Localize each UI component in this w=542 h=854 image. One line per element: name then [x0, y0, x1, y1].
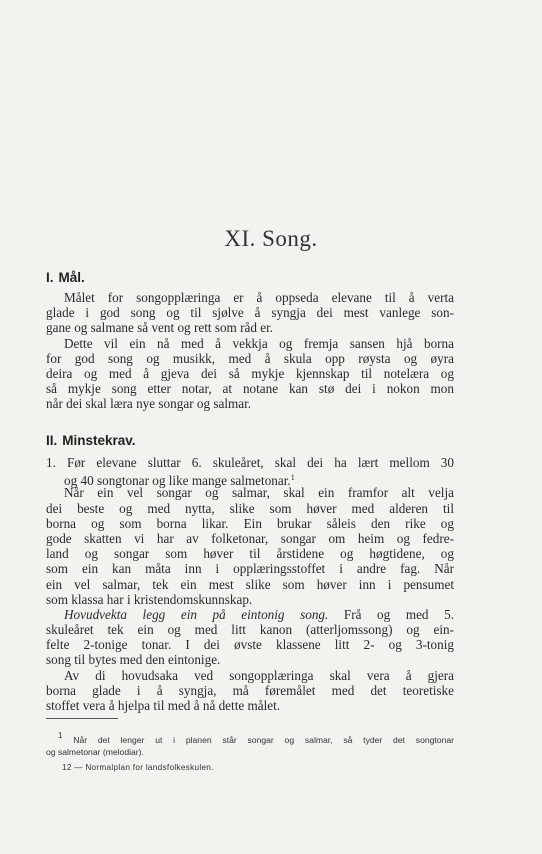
paragraph-line: borna og som borna likar. Ein brukar såleis den rike og [46, 515, 454, 531]
paragraph-line: Dette vil ein nå med å vekkja og fremja sansen hjå borna [64, 335, 454, 351]
section-heading-maal [46, 270, 85, 285]
paragraph-line: som ein kan måta inn i opplæringsstoffet i andre fag. Når [46, 561, 454, 577]
paragraph-line: og 40 songtonar og like mange salmetonar.$^1$ [64, 473, 295, 489]
paragraph-line: skuleåret tek ein og med litt kanon (atterljomssong) og ein- [46, 622, 454, 638]
paragraph-line: så mykje song etter notar, at notane kan stø dei i nokon mon [46, 381, 454, 397]
page-footer: 12 — Normalplan for landsfolkeskulen. [62, 763, 214, 772]
paragraph-line: gane og salmane så vent og rett som råd er. [46, 320, 274, 336]
paragraph-line: stoffet vera å hjelpa til med å nå dette målet. [46, 698, 281, 713]
section-number: I. [46, 270, 54, 285]
paragraph-line: for god song og musikk, med å skula opp røysta og øyra [46, 350, 454, 366]
section-body-maal [46, 290, 454, 412]
footnote-line: $^1$ Når det lenger ut i planen står songar og salmar, så tyder det songtonar [58, 731, 454, 745]
paragraph-line: når dei skal læra nye songar og salmar. [46, 396, 252, 412]
paragraph-line: land og songar som høver til årstidene og høgtidene, og [46, 546, 454, 562]
paragraph-line: Av di hovudsaka ved songopplæringa skal vera å gjera [64, 667, 454, 683]
paragraph-line: Hovudvekta legg ein på eintonig song. Frå og med 5. [64, 606, 454, 622]
footnote-mark: 1 [58, 731, 63, 740]
section-heading-minstekrav [46, 433, 136, 448]
paragraph-line: glade i god song og til sjølve å syngja dei mest vanlege son- [46, 305, 454, 321]
footnote [46, 730, 454, 758]
paragraph-line: borna glade i å syngja, må føremålet med det teoretiske [46, 682, 454, 698]
paragraph-line: felte 2-tonige tonar. I dei øvste klassene litt 2- og 3-tonig [46, 637, 454, 653]
footnote-divider [46, 718, 118, 719]
section-title: Mål. [58, 270, 85, 285]
footnote-mark: 1 [290, 473, 295, 483]
footnote-line: og salmetonar (melodiar). [46, 747, 144, 757]
paragraph-line: Når ein vel songar og salmar, skal ein framfor alt velja [64, 485, 454, 501]
paragraph-line: song til bytes med den eintonige. [46, 652, 221, 668]
emphasis-text: Hovudvekta legg ein på eintonig song. [64, 606, 329, 622]
section-body-minstekrav [46, 455, 454, 713]
paragraph-line: deira og med å gjeva dei så mykje kjennskap til notelæra og [46, 365, 454, 381]
paragraph-line: gode skatten vi har av folketonar, songar om heim og fedre- [46, 530, 454, 546]
section-number: II. [46, 433, 58, 448]
paragraph-line: dei beste og med nytta, slike som høver med alderen til [46, 500, 454, 516]
paragraph-line: Målet for songopplæringa er å oppseda elevane til å verta [64, 290, 454, 305]
paragraph-line: som klassa har i kristendomskunnskap. [46, 591, 253, 607]
chapter-title: XI. Song. [224, 226, 318, 251]
section-title: Minstekrav. [62, 433, 136, 448]
paragraph-line: ein vel salmar, tek ein mest slike som høver inn i pensumet [46, 576, 454, 592]
paragraph-line: 1. Før elevane sluttar 6. skuleåret, skal dei ha lært mellom 30 [46, 455, 454, 470]
